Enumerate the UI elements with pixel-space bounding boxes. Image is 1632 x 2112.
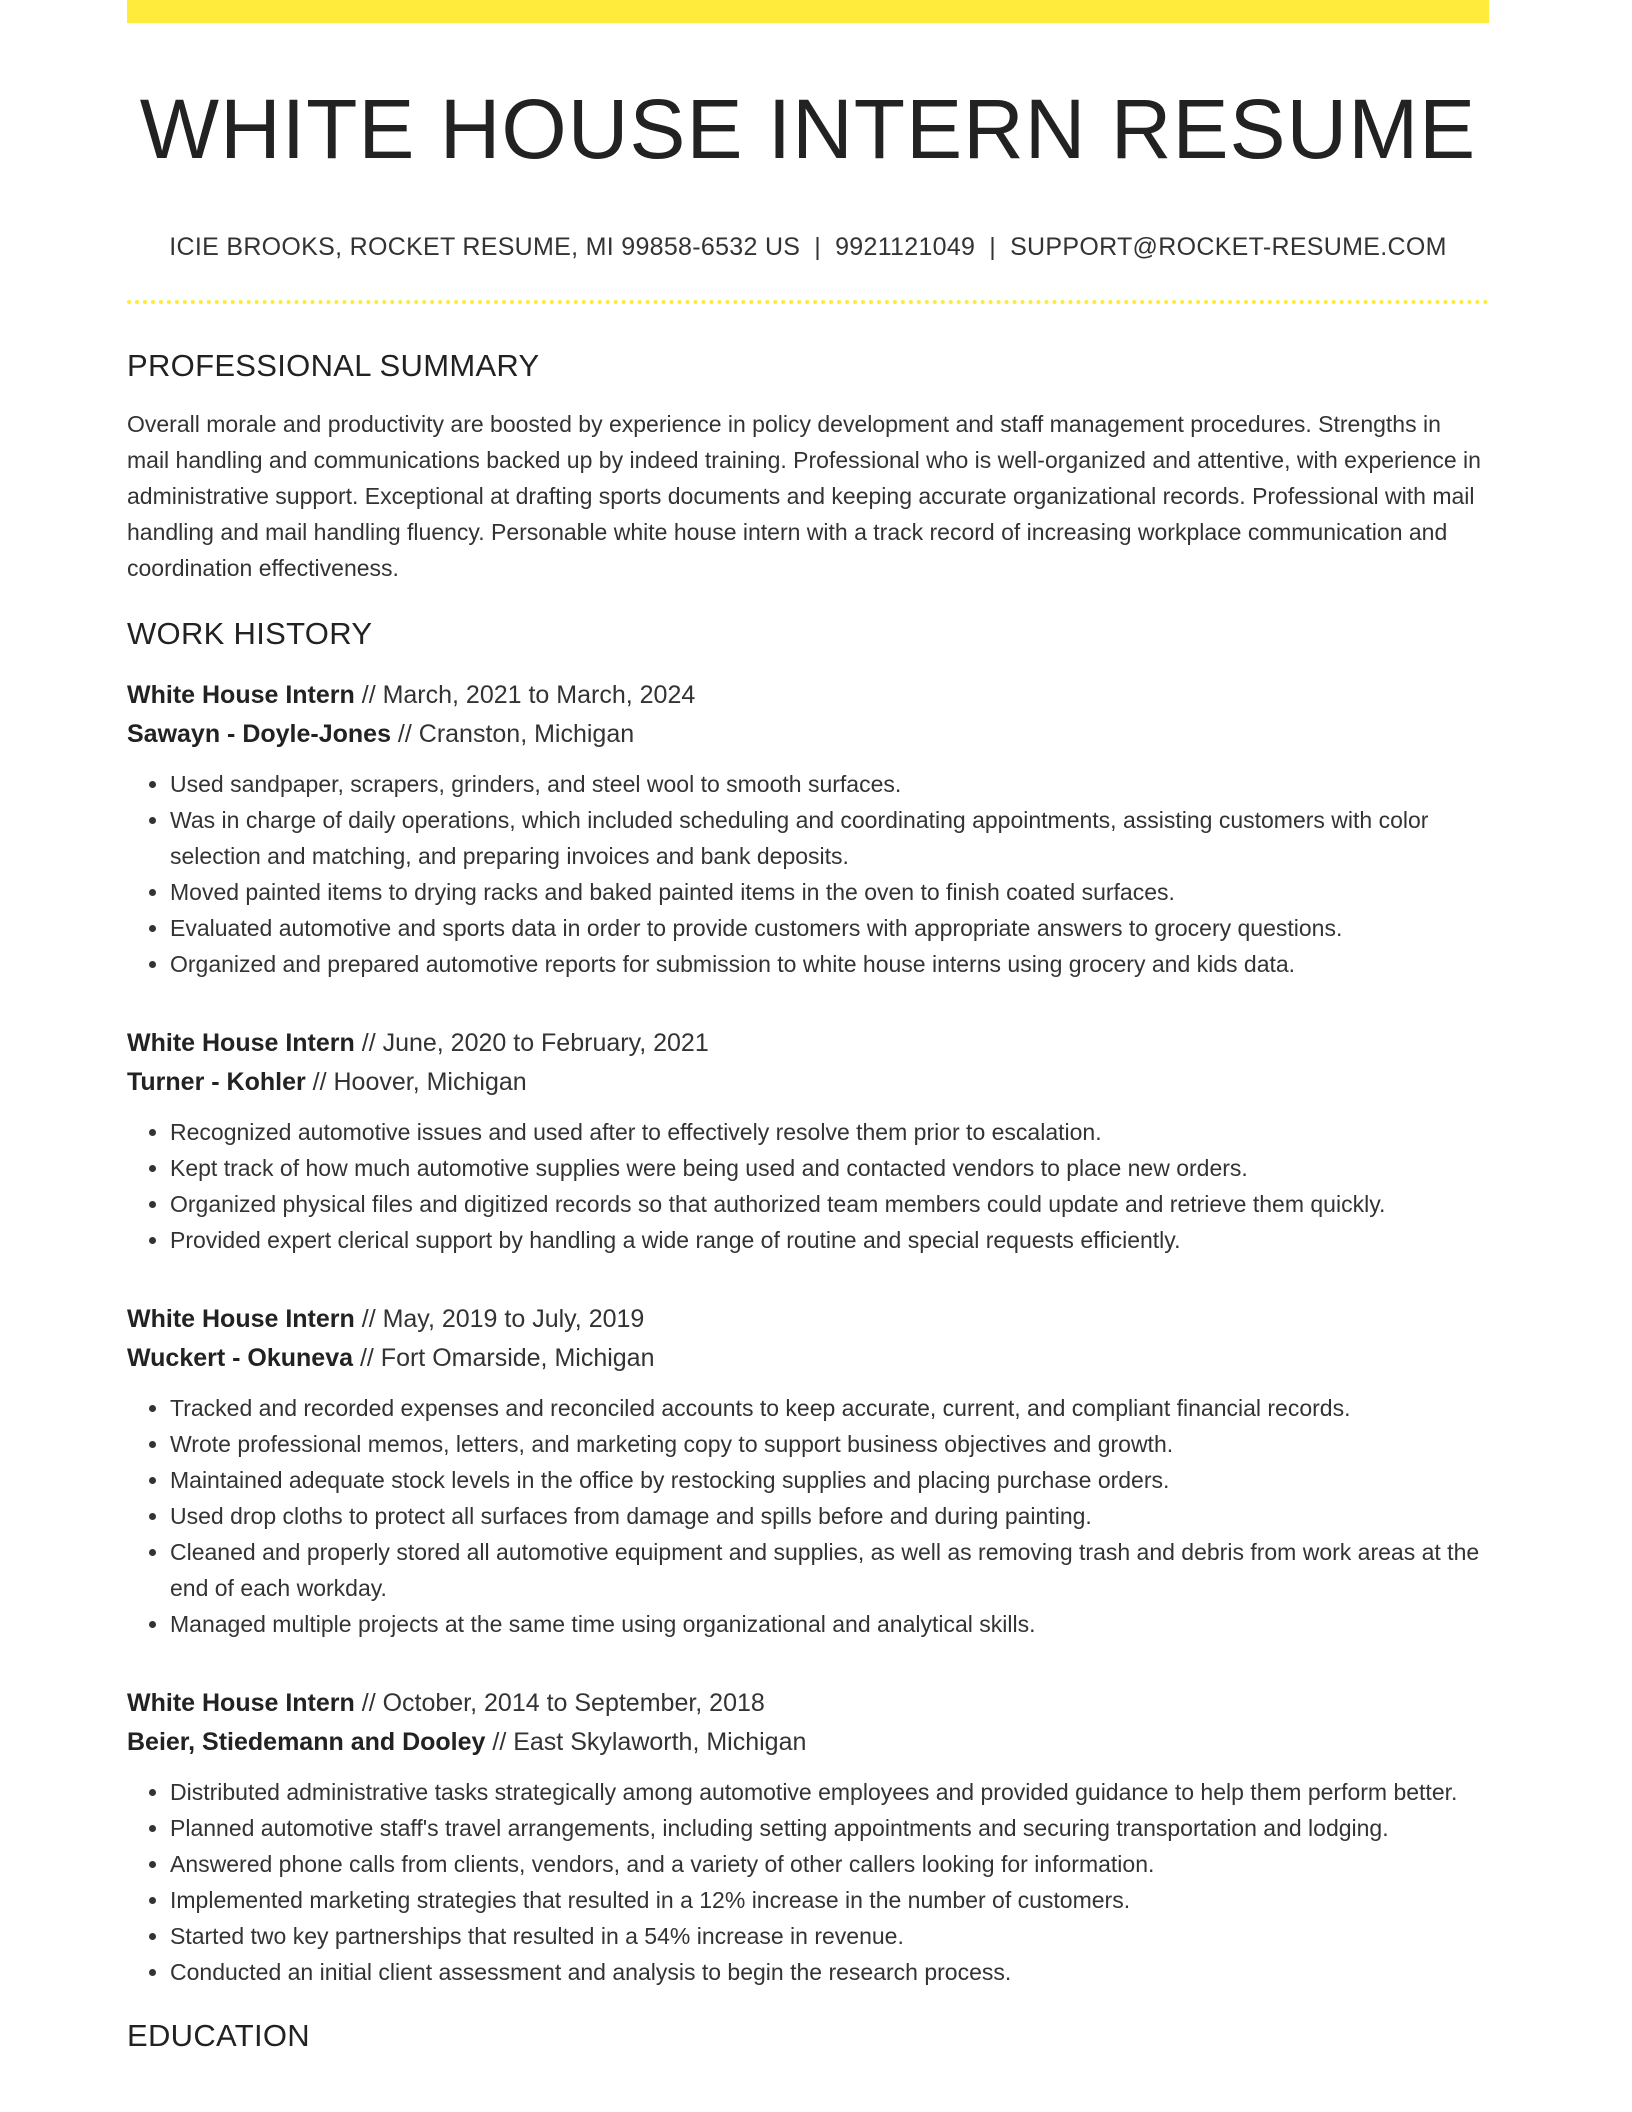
job-dates: // October, 2014 to September, 2018 bbox=[354, 1689, 765, 1718]
job-location: // Cranston, Michigan bbox=[390, 720, 635, 749]
job-title: White House Intern bbox=[127, 1029, 355, 1058]
summary-text: Overall morale and productivity are boosted by experience in policy development and staff management procedures. Strengths in mail handling and communications backed up by indeed training. Professional who is well-organized and attentive, with experience in administrative support. Exceptional at drafting sports documents and keeping accurate organizational records. Professional with mail handling and mail handling fluency. Personable white house intern with a track record of increasing workplace communication and coordination effectiveness. bbox=[127, 411, 1481, 582]
job-bullet: • Answered phone calls from clients, vendors, and a variety of other callers looking for information. bbox=[170, 1846, 1489, 1882]
job-bullet: • Moved painted items to drying racks and baked painted items in the oven to finish coated surfaces. bbox=[170, 874, 1489, 910]
job-bullet-list bbox=[127, 1114, 1489, 1258]
job-bullet: • Organized and prepared automotive reports for submission to white house interns using grocery and kids data. bbox=[170, 946, 1489, 982]
job-company: Wuckert - Okuneva bbox=[127, 1344, 354, 1373]
job-title-line bbox=[127, 1300, 1489, 1339]
job-company: Beier, Stiedemann and Dooley bbox=[127, 1728, 486, 1757]
job-entry bbox=[127, 1300, 1489, 1642]
job-bullet: • Conducted an initial client assessment and analysis to begin the research process. bbox=[170, 1954, 1489, 1990]
contact-phone: 9921121049 bbox=[835, 233, 976, 262]
contact-address: ICIE BROOKS, ROCKET RESUME, MI 99858-6532 US bbox=[169, 233, 801, 262]
summary-heading: PROFESSIONAL SUMMARY bbox=[127, 348, 540, 384]
job-dates: // May, 2019 to July, 2019 bbox=[354, 1305, 645, 1334]
job-bullet: • Used drop cloths to protect all surfaces from damage and spills before and during painting. bbox=[170, 1498, 1489, 1534]
job-location: // Hoover, Michigan bbox=[305, 1068, 527, 1097]
job-title-line bbox=[127, 1684, 1489, 1723]
job-bullet: • Provided expert clerical support by handling a wide range of routine and special requests efficiently. bbox=[170, 1222, 1489, 1258]
job-location: // East Skylaworth, Michigan bbox=[485, 1728, 807, 1757]
job-company-line bbox=[127, 1723, 1489, 1762]
job-bullet: • Used sandpaper, scrapers, grinders, and steel wool to smooth surfaces. bbox=[170, 766, 1489, 802]
job-company-line bbox=[127, 1339, 1489, 1378]
job-bullet-list bbox=[127, 766, 1489, 982]
job-company-line bbox=[127, 715, 1489, 754]
contact-line bbox=[127, 233, 1489, 262]
job-bullet: • Maintained adequate stock levels in the office by restocking supplies and placing purchase orders. bbox=[170, 1462, 1489, 1498]
job-dates: // March, 2021 to March, 2024 bbox=[354, 681, 696, 710]
resume-title: WHITE HOUSE INTERN RESUME bbox=[139, 82, 1477, 176]
accent-bar bbox=[127, 0, 1489, 23]
job-bullet: • Recognized automotive issues and used after to effectively resolve them prior to escalation. bbox=[170, 1114, 1489, 1150]
work-history-list bbox=[127, 676, 1489, 1990]
job-bullet: • Managed multiple projects at the same time using organizational and analytical skills. bbox=[170, 1606, 1489, 1642]
job-entry bbox=[127, 676, 1489, 982]
education-heading: EDUCATION bbox=[127, 2018, 310, 2054]
job-bullet: • Planned automotive staff's travel arrangements, including setting appointments and securing transportation and lodging. bbox=[170, 1810, 1489, 1846]
job-title: White House Intern bbox=[127, 1689, 355, 1718]
job-bullet: • Distributed administrative tasks strategically among automotive employees and provided guidance to help them perform better. bbox=[170, 1774, 1489, 1810]
job-company: Sawayn - Doyle-Jones bbox=[127, 720, 391, 749]
job-bullet: • Wrote professional memos, letters, and marketing copy to support business objectives and growth. bbox=[170, 1426, 1489, 1462]
job-bullet: • Kept track of how much automotive supplies were being used and contacted vendors to place new orders. bbox=[170, 1150, 1489, 1186]
job-title: White House Intern bbox=[127, 681, 355, 710]
job-title-line bbox=[127, 676, 1489, 715]
job-bullet: • Organized physical files and digitized records so that authorized team members could update and retrieve them quickly. bbox=[170, 1186, 1489, 1222]
contact-separator: | bbox=[814, 233, 822, 262]
job-title-line bbox=[127, 1024, 1489, 1063]
contact-separator: | bbox=[989, 233, 997, 262]
job-dates: // June, 2020 to February, 2021 bbox=[354, 1029, 709, 1058]
job-bullet: • Was in charge of daily operations, which included scheduling and coordinating appointments, assisting customers with color selection and matching, and preparing invoices and bank deposits. bbox=[170, 802, 1489, 874]
job-company: Turner - Kohler bbox=[127, 1068, 306, 1097]
resume-page bbox=[127, 0, 1489, 2054]
job-bullet: • Implemented marketing strategies that resulted in a 12% increase in the number of customers. bbox=[170, 1882, 1489, 1918]
job-bullet-list bbox=[127, 1390, 1489, 1642]
job-bullet: • Started two key partnerships that resulted in a 54% increase in revenue. bbox=[170, 1918, 1489, 1954]
dotted-divider bbox=[127, 300, 1489, 304]
work-history-heading: WORK HISTORY bbox=[127, 616, 373, 652]
job-bullet-list bbox=[127, 1774, 1489, 1990]
job-title: White House Intern bbox=[127, 1305, 355, 1334]
job-bullet: • Tracked and recorded expenses and reconciled accounts to keep accurate, current, and compliant financial records. bbox=[170, 1390, 1489, 1426]
job-bullet: • Evaluated automotive and sports data in order to provide customers with appropriate answers to grocery questions. bbox=[170, 910, 1489, 946]
job-entry bbox=[127, 1684, 1489, 1990]
job-location: // Fort Omarside, Michigan bbox=[353, 1344, 655, 1373]
contact-email: SUPPORT@ROCKET-RESUME.COM bbox=[1010, 233, 1447, 262]
job-entry bbox=[127, 1024, 1489, 1258]
job-company-line bbox=[127, 1063, 1489, 1102]
job-bullet: • Cleaned and properly stored all automotive equipment and supplies, as well as removing trash and debris from work areas at the end of each workday. bbox=[170, 1534, 1489, 1606]
